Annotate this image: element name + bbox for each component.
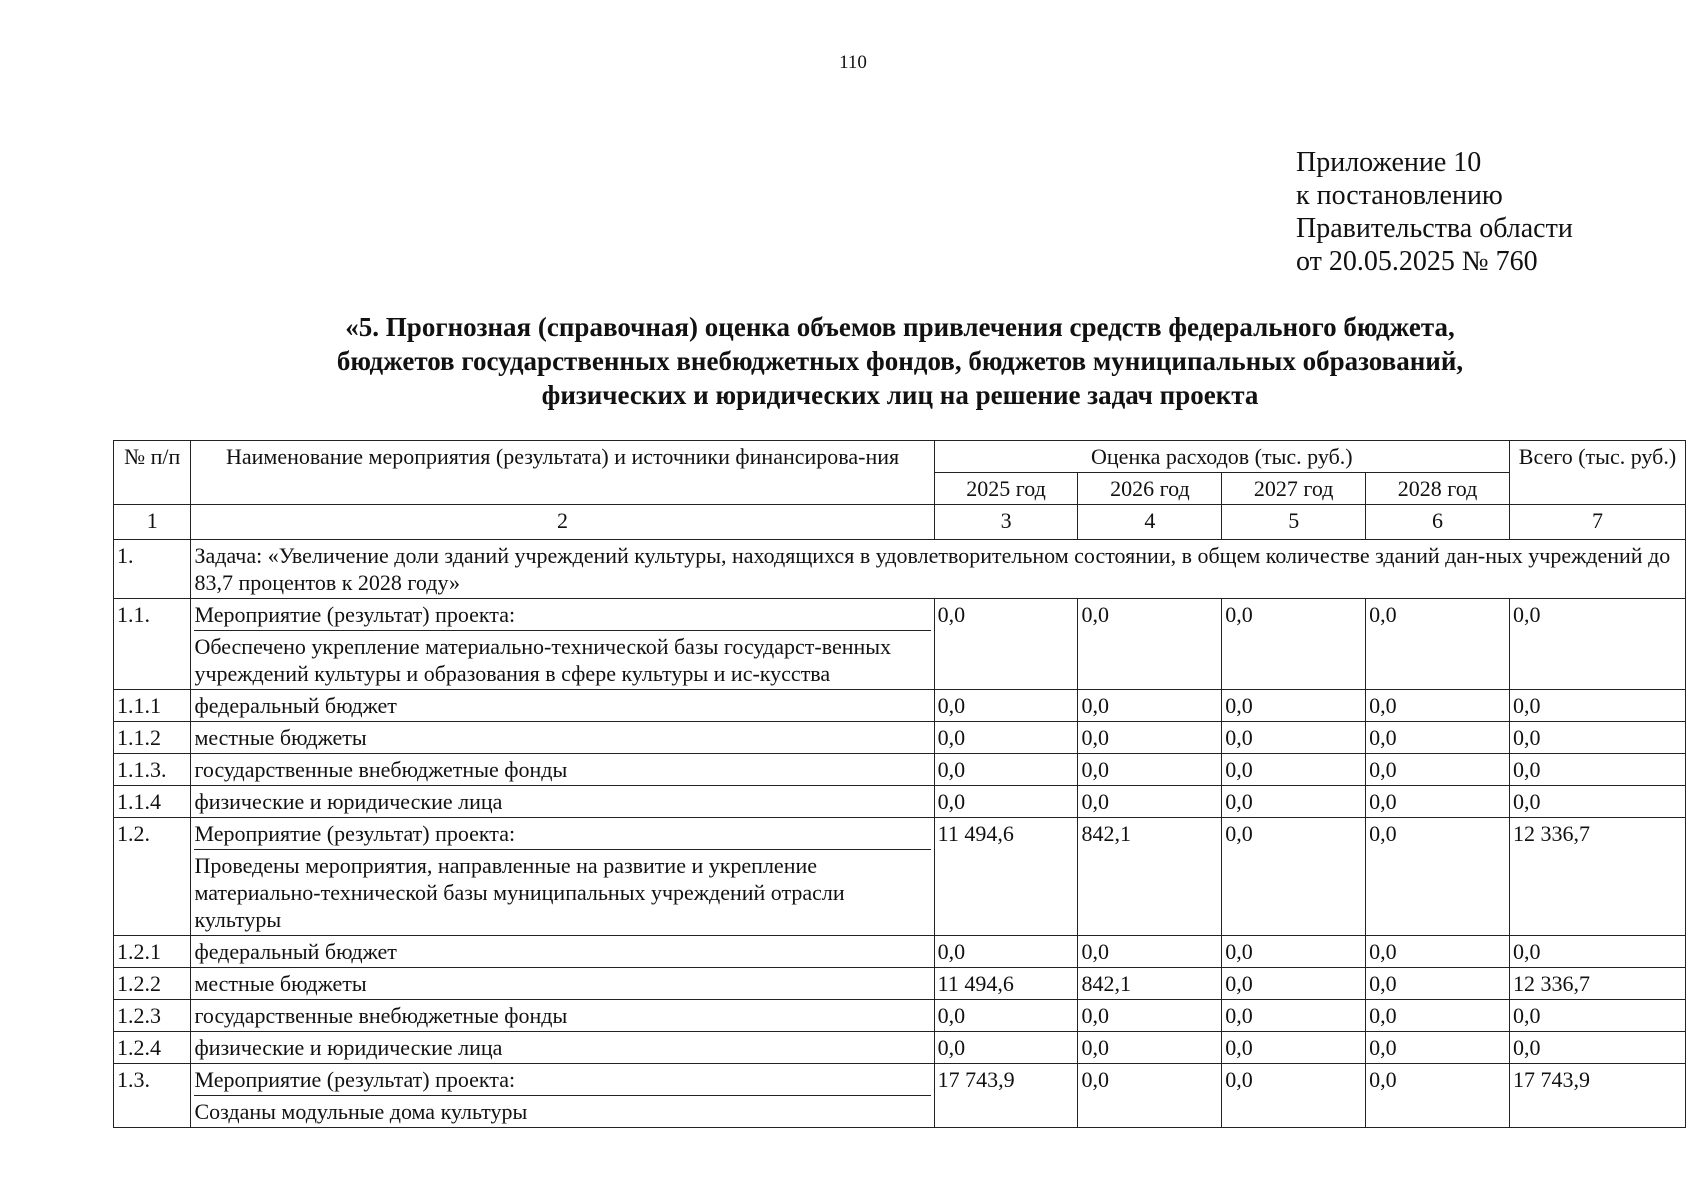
header-year: 2025 год [934,473,1078,505]
row-label: Мероприятие (результат) проекта: [194,601,930,631]
row-value: 0,0 [1222,818,1366,936]
row-value: 0,0 [934,1000,1078,1032]
task-text: Задача: «Увеличение доли зданий учреждений культуры, находящихся в удовлетворительном состоянии, в общем количестве зданий дан-ных учреждений до 83,7 процентов к 2028 году» [191,540,1686,599]
row-num: 1.1.3. [114,754,191,786]
row-name [191,599,934,690]
row-value: 17 743,9 [934,1064,1078,1128]
row-value: 0,0 [1222,1000,1366,1032]
header-row [114,441,1686,473]
row-total: 0,0 [1509,936,1685,968]
page-number: 110 [839,52,867,73]
row-value: 0,0 [1366,1032,1510,1064]
row-num: 1.3. [114,1064,191,1128]
row-value: 0,0 [1222,936,1366,968]
row-value: 0,0 [1366,968,1510,1000]
row-total: 0,0 [1509,754,1685,786]
table-row [114,786,1686,818]
table-row [114,754,1686,786]
row-description: Проведены мероприятия, направленные на развитие и укрепление материально-технической базы муниципальных учреждений отрасли культуры [194,853,845,932]
annex-block [1296,146,1573,278]
row-value: 0,0 [1222,1064,1366,1128]
row-value: 0,0 [1366,722,1510,754]
row-value: 0,0 [934,1032,1078,1064]
header-year: 2027 год [1222,473,1366,505]
row-description: Обеспечено укрепление материально-технической базы государст-венных учреждений культуры и образования в сфере культуры и ис-кусства [194,634,892,686]
row-total: 0,0 [1509,690,1685,722]
row-num: 1.2. [114,818,191,936]
row-value: 0,0 [1366,1000,1510,1032]
row-value: 0,0 [1078,754,1222,786]
table-row [114,968,1686,1000]
header-year: 2026 год [1078,473,1222,505]
row-value: 0,0 [934,786,1078,818]
table-row [114,690,1686,722]
column-index: 6 [1366,505,1510,540]
table-row [114,1064,1686,1128]
row-value: 0,0 [1366,818,1510,936]
row-num: 1.2.1 [114,936,191,968]
row-value: 0,0 [934,722,1078,754]
row-total: 0,0 [1509,1032,1685,1064]
budget-table [113,440,1686,1128]
column-index: 4 [1078,505,1222,540]
header-total: Всего (тыс. руб.) [1509,441,1685,505]
row-value: 0,0 [934,690,1078,722]
row-value: 842,1 [1078,818,1222,936]
row-value: 0,0 [1078,1000,1222,1032]
row-value: 0,0 [934,754,1078,786]
row-value: 11 494,6 [934,818,1078,936]
table-row [114,1032,1686,1064]
row-value: 0,0 [1366,690,1510,722]
row-num: 1.1.2 [114,722,191,754]
row-value: 842,1 [1078,968,1222,1000]
row-value: 0,0 [1366,786,1510,818]
row-value: 0,0 [934,936,1078,968]
row-value: 0,0 [1078,1064,1222,1128]
row-value: 0,0 [1366,936,1510,968]
row-value: 0,0 [1222,786,1366,818]
title-line: физических и юридических лиц на решение задач проекта [541,380,1259,410]
row-total: 12 336,7 [1509,818,1685,936]
row-value: 0,0 [1222,1032,1366,1064]
annex-line: Приложение 10 [1296,147,1482,178]
row-total: 0,0 [1509,722,1685,754]
row-total: 17 743,9 [1509,1064,1685,1128]
row-value: 0,0 [1222,968,1366,1000]
row-value: 0,0 [1078,722,1222,754]
row-name: государственные внебюджетные фонды [191,754,934,786]
row-name: государственные внебюджетные фонды [191,1000,934,1032]
column-index-row [114,505,1686,540]
row-value: 0,0 [1366,599,1510,690]
table-row [114,818,1686,936]
row-num: 1.2.4 [114,1032,191,1064]
annex-line: Правительства области [1296,213,1573,244]
header-estimate: Оценка расходов (тыс. руб.) [934,441,1509,473]
task-num: 1. [114,540,191,599]
row-num: 1.2.2 [114,968,191,1000]
row-value: 0,0 [1078,690,1222,722]
column-index: 3 [934,505,1078,540]
column-index: 2 [191,505,934,540]
row-total: 0,0 [1509,786,1685,818]
row-num: 1.1. [114,599,191,690]
table-row [114,936,1686,968]
row-name: местные бюджеты [191,968,934,1000]
row-description: Созданы модульные дома культуры [194,1099,528,1124]
row-num: 1.2.3 [114,1000,191,1032]
row-value: 0,0 [1222,690,1366,722]
row-total: 0,0 [1509,599,1685,690]
header-num: № п/п [114,441,191,505]
annex-line: к постановлению [1296,180,1503,211]
document-title [110,310,1690,412]
column-index: 7 [1509,505,1685,540]
header-year: 2028 год [1366,473,1510,505]
task-row [114,540,1686,599]
row-value: 0,0 [1366,754,1510,786]
title-line: «5. Прогнозная (справочная) оценка объемов привлечения средств федерального бюджета, [345,312,1455,342]
row-value: 0,0 [1222,754,1366,786]
row-value: 0,0 [1078,1032,1222,1064]
row-value: 0,0 [1366,1064,1510,1128]
row-value: 0,0 [1222,722,1366,754]
table-row [114,1000,1686,1032]
row-name: физические и юридические лица [191,786,934,818]
row-num: 1.1.1 [114,690,191,722]
table-row [114,722,1686,754]
column-index: 5 [1222,505,1366,540]
row-name: физические и юридические лица [191,1032,934,1064]
row-name [191,1064,934,1128]
row-label: Мероприятие (результат) проекта: [194,1066,930,1096]
table-row [114,599,1686,690]
title-line: бюджетов государственных внебюджетных фондов, бюджетов муниципальных образований, [336,346,1464,376]
row-value: 11 494,6 [934,968,1078,1000]
row-value: 0,0 [1078,599,1222,690]
header-name: Наименование мероприятия (результата) и источники финансирова-ния [191,441,934,505]
row-value: 0,0 [1078,786,1222,818]
row-name: федеральный бюджет [191,936,934,968]
row-name [191,818,934,936]
row-total: 12 336,7 [1509,968,1685,1000]
row-name: федеральный бюджет [191,690,934,722]
column-index: 1 [114,505,191,540]
row-total: 0,0 [1509,1000,1685,1032]
row-label: Мероприятие (результат) проекта: [194,820,930,850]
annex-line: от 20.05.2025 № 760 [1296,246,1538,277]
row-value: 0,0 [1078,936,1222,968]
row-num: 1.1.4 [114,786,191,818]
row-name: местные бюджеты [191,722,934,754]
row-value: 0,0 [934,599,1078,690]
row-value: 0,0 [1222,599,1366,690]
